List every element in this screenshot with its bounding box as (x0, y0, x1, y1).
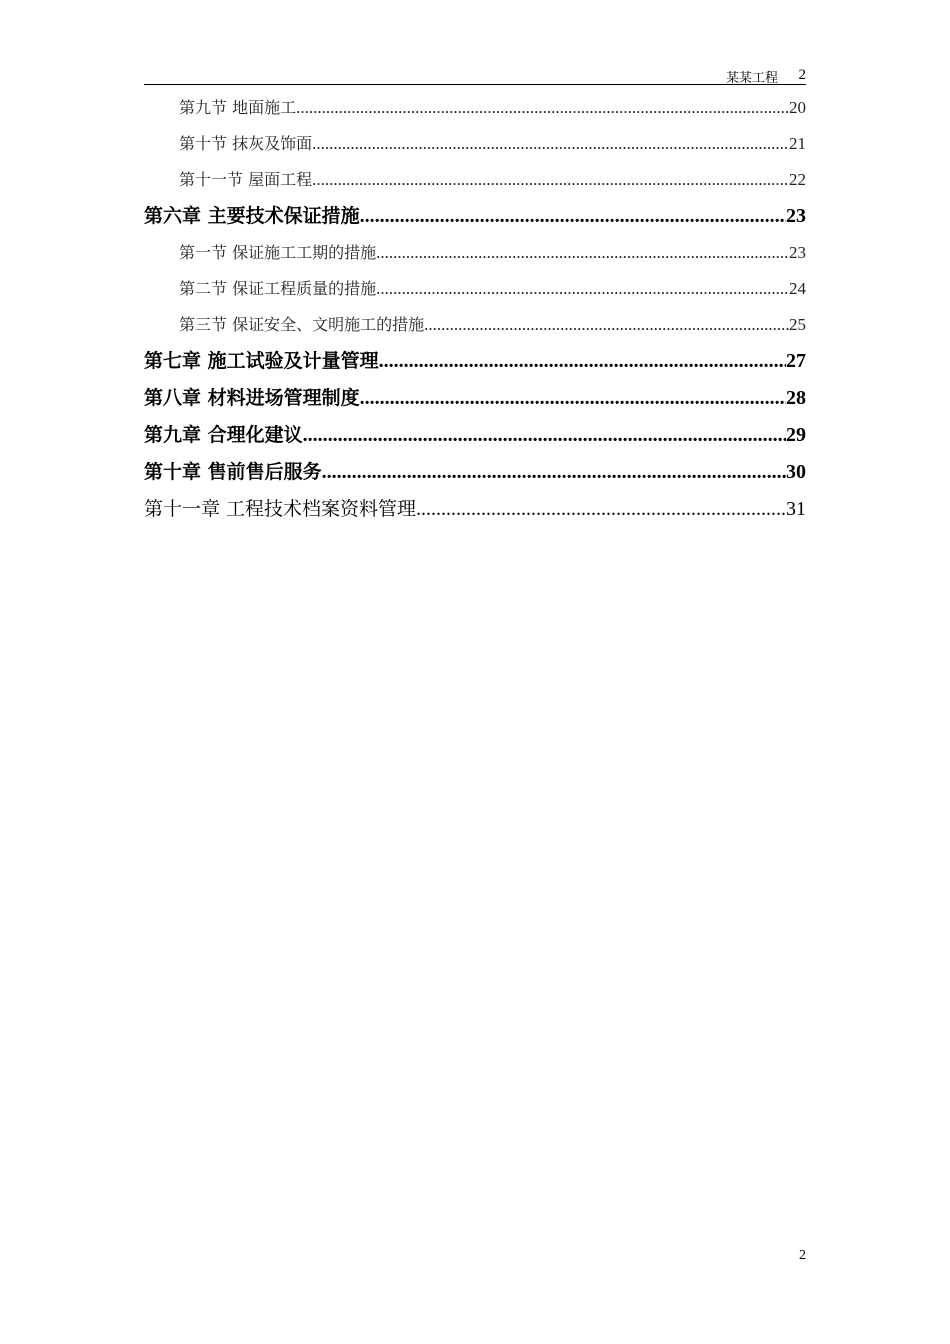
toc-leader-dots (360, 380, 786, 417)
toc-chapter-entry[interactable] (144, 491, 806, 528)
toc-entry-title: 第十章 售前售后服务 (144, 461, 322, 483)
toc-leader-dots (379, 343, 786, 380)
toc-entry-page: 29 (786, 424, 806, 446)
toc-entry[interactable] (144, 235, 806, 271)
toc-entry-page: 22 (789, 170, 806, 189)
toc-entry-title: 第十一章 工程技术档案资料管理 (144, 498, 417, 520)
footer-page-number: 2 (799, 1248, 806, 1263)
toc-entry-title: 第八章 材料进场管理制度 (144, 387, 360, 409)
toc-entry[interactable] (144, 271, 806, 307)
toc-entry-page: 31 (786, 498, 806, 520)
toc-entry-title: 第二节 保证工程质量的措施 (179, 279, 377, 298)
toc-leader-dots (376, 271, 789, 307)
toc-entry-page: 27 (786, 350, 806, 372)
toc-entry-title: 第三节 保证安全、文明施工的措施 (179, 315, 425, 334)
toc-entry-page: 23 (789, 243, 806, 262)
toc-entry[interactable] (144, 307, 806, 343)
header-title: 某某工程 (725, 71, 778, 86)
toc-leader-dots (376, 235, 789, 271)
toc-entry-page: 24 (789, 279, 806, 298)
toc-chapter-entry[interactable] (144, 454, 806, 491)
toc-entry-page: 21 (789, 134, 806, 153)
toc-entry-title: 第九节 地面施工 (179, 98, 297, 117)
toc-entry-title: 第九章 合理化建议 (144, 424, 303, 446)
toc-entry-page: 20 (789, 98, 806, 117)
toc-chapter-entry[interactable] (144, 198, 806, 235)
toc-entry-title: 第十一节 屋面工程 (179, 170, 313, 189)
toc-chapter-entry[interactable] (144, 380, 806, 417)
toc-entry-title: 第一节 保证施工工期的措施 (179, 243, 377, 262)
toc-entry-page: 28 (786, 387, 806, 409)
toc-entry-page: 30 (786, 461, 806, 483)
page-header (144, 64, 806, 85)
toc-leader-dots (416, 491, 786, 528)
toc-entry[interactable] (144, 126, 806, 162)
toc-entry-page: 23 (786, 205, 806, 227)
toc-leader-dots (322, 454, 786, 491)
toc-entry-title: 第七章 施工试验及计量管理 (144, 350, 379, 372)
toc-leader-dots (296, 90, 789, 126)
table-of-contents (144, 90, 806, 528)
toc-leader-dots (303, 417, 786, 454)
toc-entry-page: 25 (789, 315, 806, 334)
toc-chapter-entry[interactable] (144, 343, 806, 380)
toc-leader-dots (312, 126, 789, 162)
toc-entry-title: 第六章 主要技术保证措施 (144, 205, 360, 227)
toc-entry-title: 第十节 抹灰及饰面 (179, 134, 313, 153)
toc-leader-dots (312, 162, 789, 198)
toc-leader-dots (360, 198, 786, 235)
toc-leader-dots (424, 307, 789, 343)
toc-chapter-entry[interactable] (144, 417, 806, 454)
toc-entry[interactable] (144, 90, 806, 126)
header-page-number: 2 (798, 67, 806, 83)
toc-entry[interactable] (144, 162, 806, 198)
